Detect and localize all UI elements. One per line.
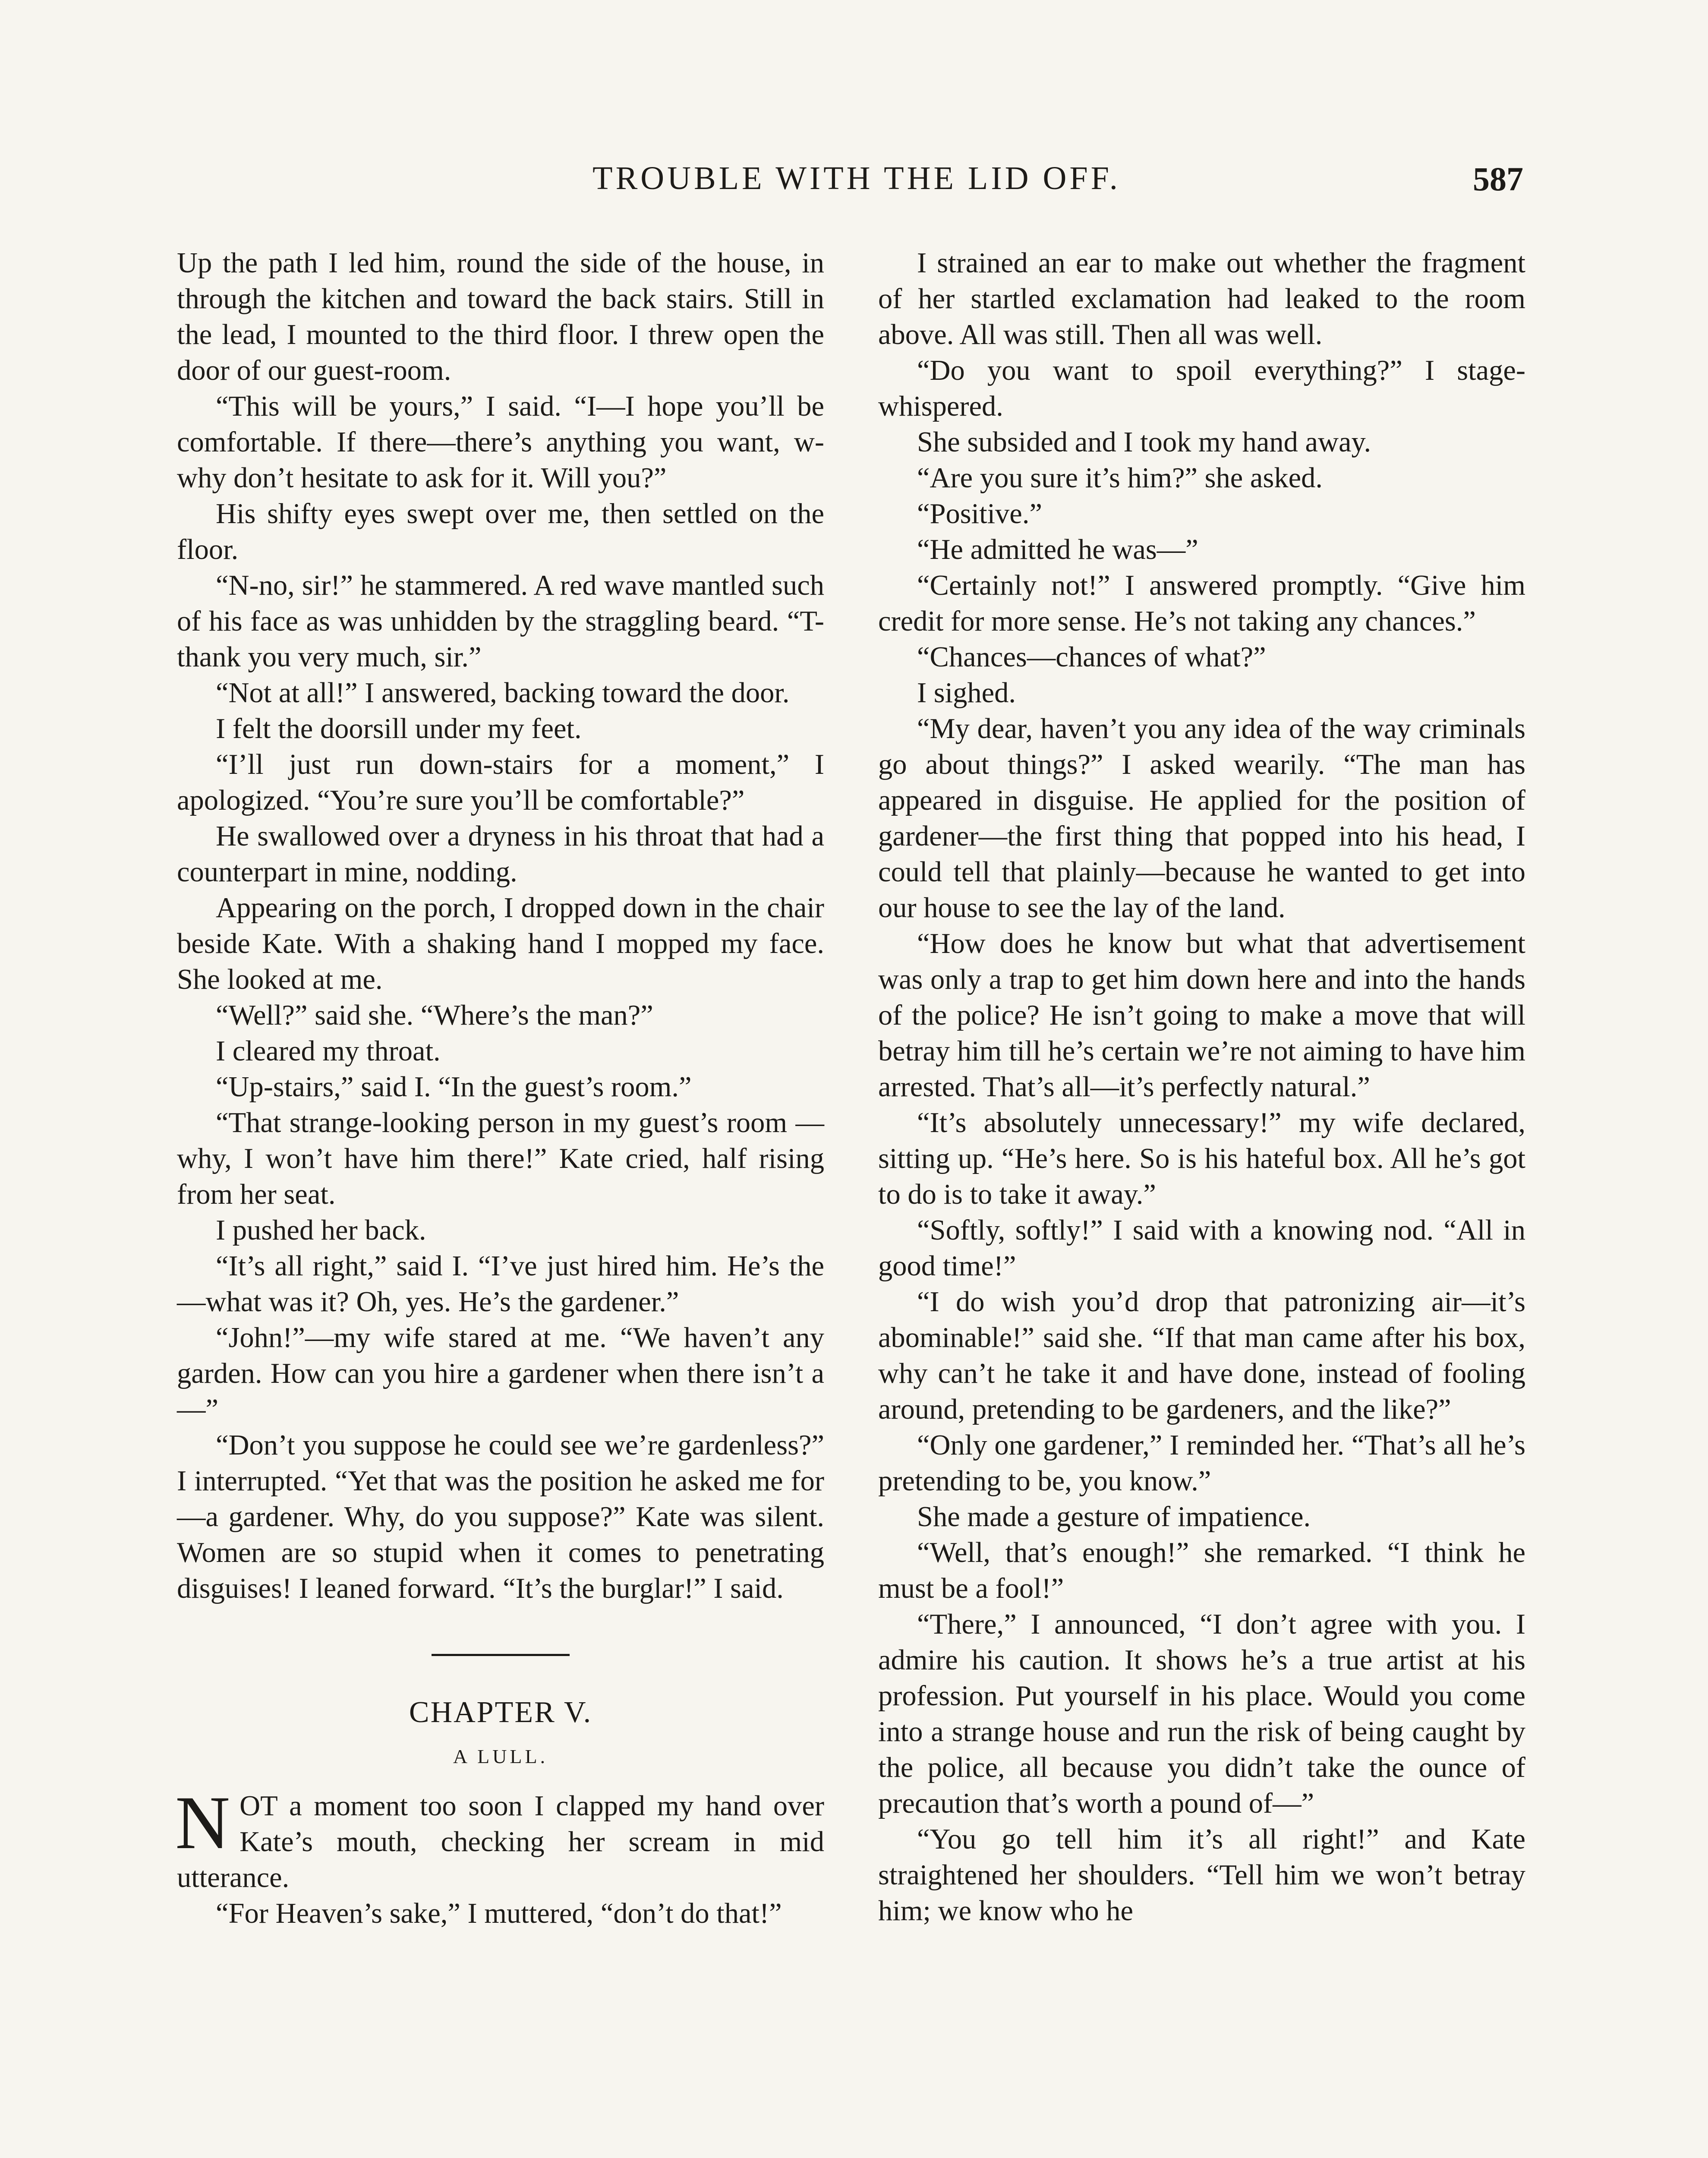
- paragraph: “For Heaven’s sake,” I muttered, “don’t do that!”: [216, 1898, 782, 1929]
- left-column: [177, 245, 824, 1931]
- paragraph: I pushed her back.: [216, 1215, 426, 1246]
- chapter-subtitle: A LULL.: [453, 1745, 548, 1767]
- paragraph: Up the path I led him, round the side of the house, in through the kitchen and toward the back stairs. Still in the lead, I mounted to the third floor. I threw open the door of our guest-room.: [177, 247, 824, 386]
- right-column: [878, 245, 1525, 1929]
- paragraph: “Certainly not!” I answered promptly. “Give him credit for more sense. He’s not taking any chances.”: [878, 570, 1525, 637]
- paragraph: “Not at all!” I answered, backing toward the door.: [216, 677, 790, 709]
- running-title: TROUBLE WITH THE LID OFF.: [592, 160, 1121, 196]
- paragraph: “It’s all right,” said I. “I’ve just hired him. He’s the—what was it? Oh, yes. He’s the gardener.”: [177, 1250, 824, 1318]
- paragraph: She made a gesture of impatience.: [917, 1501, 1311, 1533]
- paragraph: “Do you want to spoil everything?” I stage-whispered.: [878, 355, 1525, 422]
- page-number: 587: [1473, 160, 1523, 198]
- paragraph: He swallowed over a dryness in his throat that had a counterpart in mine, nodding.: [177, 820, 824, 888]
- paragraph: “It’s absolutely unnecessary!” my wife declared, sitting up. “He’s here. So is his hateful box. All he’s got to do is to take it away.”: [878, 1107, 1525, 1210]
- paragraph: “Are you sure it’s him?” she asked.: [917, 462, 1323, 494]
- paragraph: I sighed.: [917, 677, 1016, 709]
- paragraph: “Well, that’s enough!” she remarked. “I think he must be a fool!”: [878, 1537, 1525, 1604]
- paragraph: She subsided and I took my hand away.: [917, 426, 1371, 458]
- paragraph: I cleared my throat.: [216, 1035, 441, 1067]
- paragraph: “N-no, sir!” he stammered. A red wave mantled such of his face as was unhidden by the straggling beard. “T-thank you very much, sir.”: [177, 570, 824, 673]
- drop-cap: N: [175, 1781, 230, 1865]
- paragraph: His shifty eyes swept over me, then settled on the floor.: [177, 498, 824, 565]
- opening-text: OT a moment too soon I clapped my hand over Kate’s mouth, checking her scream in mid utterance.: [177, 1790, 824, 1893]
- paragraph: “Positive.”: [917, 498, 1042, 530]
- paragraph: “I’ll just run down-stairs for a moment,” I apologized. “You’re sure you’ll be comfortable?”: [177, 749, 824, 816]
- paragraph: “My dear, haven’t you any idea of the way criminals go about things?” I asked wearily. “The man has appeared in disguise. He applied for the position of gardener—the first thing that popped into his head, I could tell that plainly—because he wanted to get into our house to see the lay of the land.: [878, 713, 1525, 924]
- paragraph: I felt the doorsill under my feet.: [216, 713, 582, 745]
- paragraph: “I do wish you’d drop that patronizing air—it’s abominable!” said she. “If that man came after his box, why can’t he take it and have done, instead of fooling around, pretending to be gardeners, and the like?”: [878, 1286, 1525, 1425]
- paragraph: Appearing on the porch, I dropped down in the chair beside Kate. With a shaking hand I mopped my face. She looked at me.: [177, 892, 824, 995]
- section-divider: [432, 1654, 570, 1656]
- paragraph: “You go tell him it’s all right!” and Kate straightened her shoulders. “Tell him we won’t betray him; we know who he: [878, 1824, 1525, 1927]
- paragraph: I strained an ear to make out whether the fragment of her startled exclamation had leaked to the room above. All was still. Then all was well.: [878, 247, 1525, 350]
- paragraph: “This will be yours,” I said. “I—I hope you’ll be comfortable. If there—there’s anything you want, w-why don’t hesitate to ask for it. Will you?”: [177, 391, 824, 494]
- running-header: [190, 160, 1523, 216]
- paragraph: “How does he know but what that advertisement was only a trap to get him down here and into the hands of the police? He isn’t going to make a move that will betray him till he’s certain we’re not aiming to have him arrested. That’s all—it’s perfectly natural.”: [878, 928, 1525, 1103]
- paragraph: “Only one gardener,” I reminded her. “That’s all he’s pretending to be, you know.”: [878, 1429, 1525, 1497]
- paragraph: “John!”—my wife stared at me. “We haven’t any garden. How can you hire a gardener when there isn’t a—”: [177, 1322, 824, 1425]
- paragraph: “He admitted he was—”: [917, 534, 1198, 565]
- chapter-title: CHAPTER V.: [409, 1696, 592, 1729]
- paragraph: “Well?” said she. “Where’s the man?”: [216, 1000, 653, 1031]
- paragraph: “Softly, softly!” I said with a knowing nod. “All in good time!”: [878, 1215, 1525, 1282]
- paragraph: “Chances—chances of what?”: [917, 641, 1266, 673]
- paragraph: “Don’t you suppose he could see we’re gardenless?” I interrupted. “Yet that was the position he asked me for—a gardener. Why, do you suppose?” Kate was silent. Women are so stupid when it comes to penetrating disguises! I leaned forward. “It’s the burglar!” I said.: [177, 1429, 824, 1604]
- paragraph: “Up-stairs,” said I. “In the guest’s room.”: [216, 1071, 692, 1103]
- paragraph: “There,” I announced, “I don’t agree with you. I admire his caution. It shows he’s a true artist at his profession. Put yourself in his place. Would you come into a strange house and run the risk of being caught by the police, all because you didn’t take the ounce of precaution that’s worth a pound of—”: [878, 1609, 1525, 1819]
- paragraph: “That strange-looking person in my guest’s room — why, I won’t have him there!” Kate cried, half rising from her seat.: [177, 1107, 824, 1210]
- opening-paragraph: [175, 1781, 824, 1896]
